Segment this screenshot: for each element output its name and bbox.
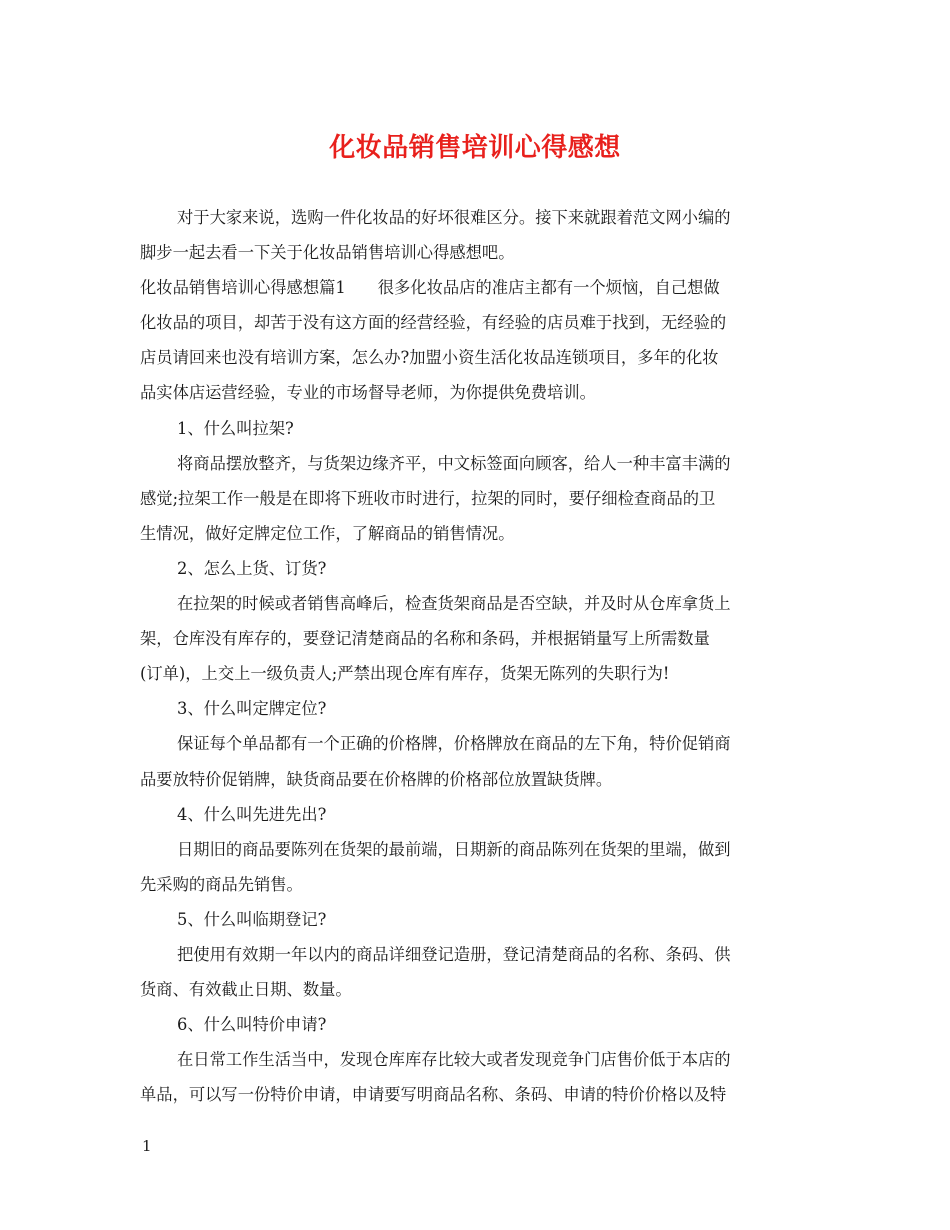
text-line [140,1077,812,1112]
line-text: 保证每个单品都有一个正确的价格牌，价格牌放在商品的左下角，特价促销商 [177,734,731,754]
text-line [140,551,812,586]
text-line [140,691,812,726]
text-line [140,235,812,270]
text-line [140,797,812,832]
line-text: 很多化妆品店的准店主都有一个烦恼，自己想做 [377,278,720,298]
text-line [140,902,812,937]
text-line [140,937,812,972]
section-heading: 化妆品销售培训心得感想篇1 [140,278,346,298]
line-text: 品实体店运营经验，专业的市场督导老师，为你提供免费培训。 [140,383,596,403]
line-text: 日期旧的商品要陈列在货架的最前端，日期新的商品陈列在货架的里端，做到 [177,839,731,859]
line-text: 品要放特价促销牌，缺货商品要在价格牌的价格部位放置缺货牌。 [140,769,613,789]
line-text: 在日常工作生活当中，发现仓库库存比较大或者发现竞争门店售价低于本店的 [177,1050,731,1070]
text-line [140,656,812,691]
line-text: 先采购的商品先销售。 [140,874,303,894]
text-line [140,481,812,516]
line-text: 6、什么叫特价申请? [177,1015,327,1035]
text-line [140,340,812,375]
text-line [140,972,812,1007]
line-text: 4、什么叫先进先出? [177,804,327,824]
line-text: 3、什么叫定牌定位? [177,699,327,719]
line-text: 单品，可以写一份特价申请，申请要写明商品名称、条码、申请的特价价格以及特 [140,1085,727,1105]
text-line [140,200,812,235]
line-text: 架，仓库没有库存的，要登记清楚商品的名称和条码，并根据销量写上所需数量 [140,629,710,649]
text-line [140,446,812,481]
line-text: 在拉架的时候或者销售高峰后，检查货架商品是否空缺，并及时从仓库拿货上 [177,594,731,614]
line-text: 将商品摆放整齐，与货架边缘齐平，中文标签面向顾客，给人一种丰富丰满的 [177,453,731,473]
line-text: 2、怎么上货、订货? [177,558,327,578]
page-number: 1 [142,1137,152,1155]
text-line [140,726,812,761]
text-line [140,621,812,656]
text-line [140,270,812,305]
line-text: 5、什么叫临期登记? [177,909,327,929]
text-line [140,1007,812,1042]
page-title: 化妆品销售培训心得感想 [329,133,621,163]
line-text: 对于大家来说，选购一件化妆品的好坏很难区分。接下来就跟着范文网小编的 [177,208,731,227]
line-text: 感觉;拉架工作一般是在即将下班收市时进行，拉架的同时，要仔细检查商品的卫 [140,488,716,508]
document-body [140,200,812,1112]
text-line [140,586,812,621]
text-line [140,516,812,551]
text-line [140,867,812,902]
line-text: (订单)，上交上一级负责人;严禁出现仓库有库存，货架无陈列的失职行为! [140,664,670,684]
line-text: 把使用有效期一年以内的商品详细登记造册，登记清楚商品的名称、条码、供 [177,944,731,964]
line-text: 店员请回来也没有培训方案，怎么办?加盟小资生活化妆品连锁项目，多年的化妆 [140,348,719,368]
line-text: 货商、有效截止日期、数量。 [140,980,352,1000]
line-text: 化妆品的项目，却苦于没有这方面的经营经验，有经验的店员难于找到，无经验的 [140,313,727,333]
line-text: 1、什么叫拉架? [177,418,294,438]
text-line [140,1042,812,1077]
line-text: 生情况，做好定牌定位工作，了解商品的销售情况。 [140,523,515,543]
text-line [140,305,812,340]
text-line [140,375,812,410]
text-line [140,762,812,797]
text-line [140,832,812,867]
text-line [140,411,812,446]
line-text: 脚步一起去看一下关于化妆品销售培训心得感想吧。 [140,243,515,263]
